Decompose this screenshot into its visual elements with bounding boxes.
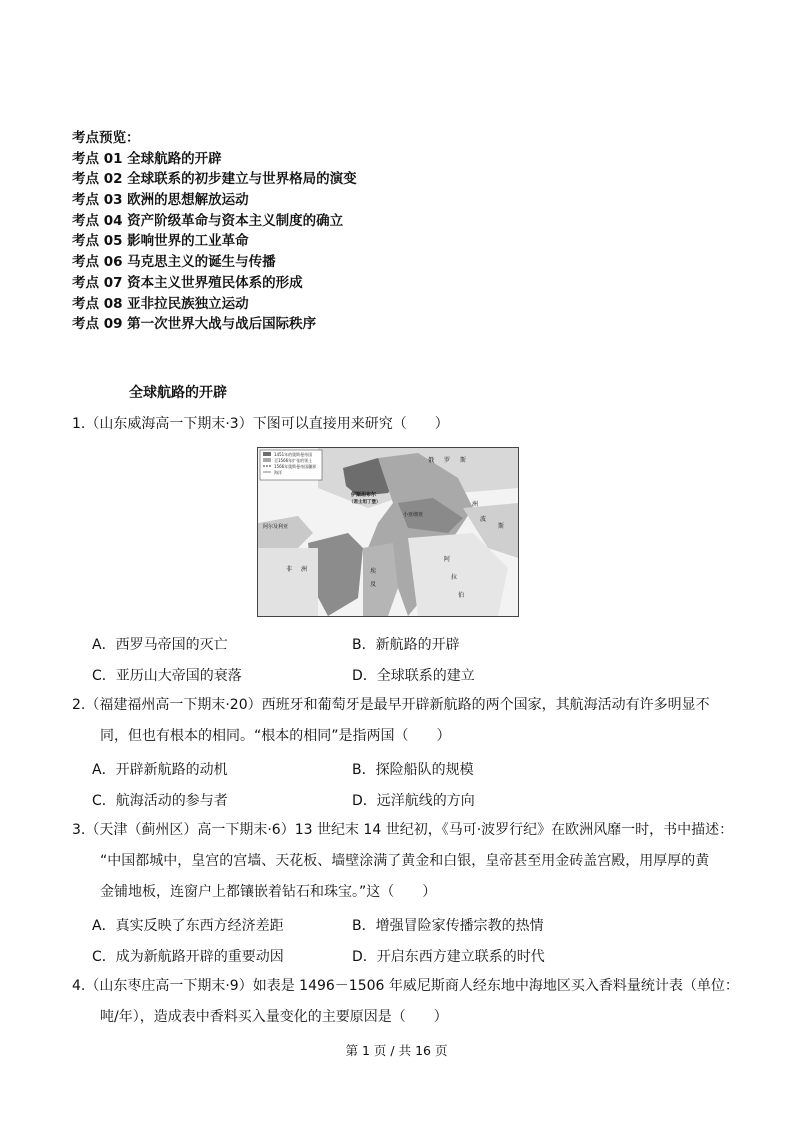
question-4-stem-line2: 吨/年），造成表中香料买入量变化的主要原因是（ ）	[100, 1009, 448, 1025]
map-label: 波	[480, 516, 487, 523]
map-label: 俄	[428, 457, 435, 464]
q1-option-b: B．新航路的开辟	[352, 637, 460, 653]
q1-option-d: D．全球联系的建立	[352, 668, 475, 684]
preview-item: 考点 07 资本主义世界殖民体系的形成	[72, 274, 303, 291]
q2-option-c: C．航海活动的参与者	[92, 793, 228, 809]
q1-option-c: C．亚历山大帝国的衰落	[92, 668, 242, 684]
preview-item: 考点 06 马克思主义的诞生与传播	[72, 254, 276, 271]
question-1-stem: 1.（山东威海高一下期末·3）下图可以直接用来研究（ ）	[72, 416, 449, 432]
map-legend-1: 1451年的奥斯曼帝国	[274, 452, 313, 457]
question-3-stem-line2: “中国都城中，皇宫的宫墙、天花板、墙壁涂满了黄金和白银，皇帝甚至用金砖盖宫殿，用厚厚的黄	[100, 853, 710, 869]
ottoman-empire-map	[257, 447, 519, 617]
q3-option-a: A．真实反映了东西方经济差距	[92, 918, 284, 934]
preview-item: 考点 05 影响世界的工业革命	[72, 233, 249, 250]
question-3-stem-line3: 金铺地板，连窗户上都镶嵌着钻石和珠宝。”这（ ）	[100, 884, 437, 900]
q2-option-a: A．开辟新航路的动机	[92, 762, 228, 778]
section-title: 全球航路的开辟	[129, 385, 227, 401]
page-footer: 第 1 页 / 共 16 页	[345, 1043, 448, 1058]
preview-item: 考点 04 资产阶级革命与资本主义制度的确立	[72, 212, 344, 229]
map-legend-3: 1566年奥斯曼帝国疆界	[274, 464, 317, 469]
map-label: 小亚细亚	[403, 512, 424, 518]
map-label: 斯	[498, 523, 505, 530]
map-legend-2: 至1566年扩张的领土	[274, 458, 313, 463]
map-label: 斯	[460, 457, 467, 464]
question-3-stem-line1: 3.（天津（蓟州区）高一下期末·6）13 世纪末 14 世纪初，《马可·波罗行纪》在欧洲风靡一时，书中描述：	[72, 822, 734, 838]
map-label: （君士坦丁堡）	[349, 500, 381, 505]
question-2-stem-line1: 2.（福建福州高一下期末·20）西班牙和葡萄牙是最早开辟新航路的两个国家，其航海活动有许多明显不	[72, 697, 710, 713]
preview-item: 考点 02 全球联系的初步建立与世界格局的演变	[72, 171, 357, 188]
q2-option-b: B．探险船队的规模	[352, 762, 474, 778]
map-label: 非	[286, 566, 293, 573]
map-label: 伊斯坦布尔	[351, 492, 377, 498]
preview-title: 考点预览：	[72, 130, 140, 146]
preview-item: 考点 08 亚非拉民族独立运动	[72, 295, 249, 312]
preview-block	[72, 128, 357, 335]
map-label: 埃	[370, 568, 377, 575]
map-label: 洲	[472, 501, 479, 508]
q2-option-d: D．远洋航线的方向	[352, 793, 475, 809]
map-label: 阿尔及利亚	[263, 524, 289, 530]
question-2-stem-line2: 同，但也有根本的相同。“根本的相同”是指两国（ ）	[100, 728, 451, 744]
question-4-stem-line1: 4.（山东枣庄高一下期末·9）如表是 1496－1506 年威尼斯商人经东地中海地区买入香料量统计表（单位：	[72, 978, 739, 994]
map-label: 洲	[301, 566, 308, 573]
map-label: 罗	[444, 457, 451, 464]
map-label: 拉	[451, 574, 458, 581]
map-label: 阿	[444, 556, 451, 563]
q3-option-b: B．增强冒险家传播宗教的热情	[352, 918, 544, 934]
preview-item: 考点 03 欧洲的思想解放运动	[72, 192, 249, 209]
q3-option-d: D．开启东西方建立联系的时代	[352, 949, 545, 965]
preview-item: 考点 01 全球航路的开辟	[72, 150, 222, 167]
q1-option-a: A．西罗马帝国的灭亡	[92, 637, 228, 653]
map-label: 伯	[458, 592, 465, 599]
map-label: 及	[370, 581, 377, 588]
map-legend-4: 海洋	[274, 470, 282, 475]
q3-option-c: C．成为新航路开辟的重要动因	[92, 949, 284, 965]
preview-item: 考点 09 第一次世界大战与战后国际秩序	[72, 316, 317, 333]
